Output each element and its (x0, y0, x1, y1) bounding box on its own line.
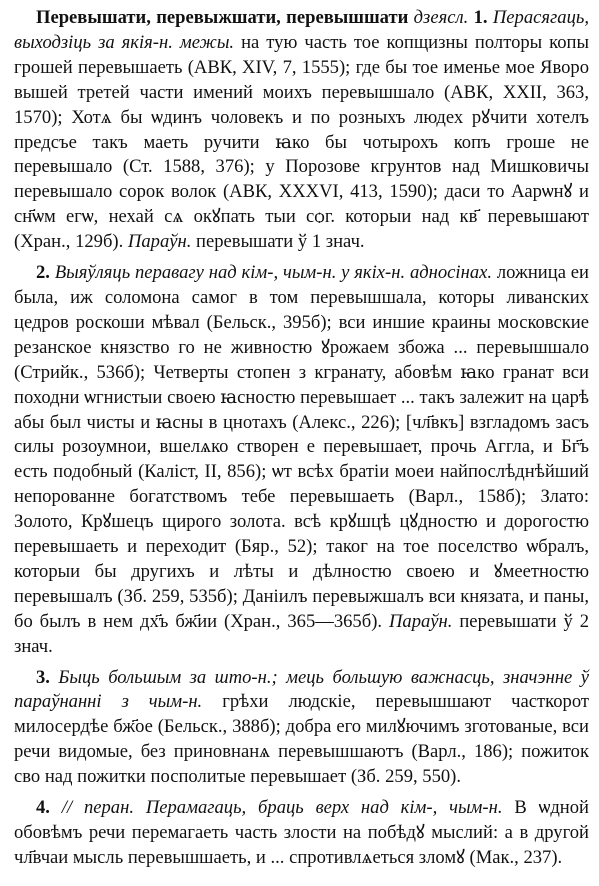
entry-sense-3 (14, 666, 589, 791)
sense-definition: Быць большым за што-н.; мець большую важнасць, значэнне ў параўнанні з чым-н. (14, 666, 589, 713)
sense-definition: Перасягаць, выходзіць за якія-н. межы. (14, 7, 589, 53)
sense-quotations: В ѡдной обовѣмъ речи перемагаеть часть злости на побѣдꙋ мыслий: а в другой чл҃вчаи мысль перевышшаеть, и ... спротивлѧеться зломꙋ (Мак., 237). (14, 797, 589, 868)
sense-definition: // перан. Перамагаць, браць верх над кім-, чым-н. (61, 797, 503, 819)
sense-quotations: ложница еи была, иж соломона самог в том перевышшала, которы ливанских цедров роскоши мѣвал (Бельск., 395б); вси иншие краины московские резанское князство го не живностю ꙋрожаем збожа ... перевышшало (Стрийк., 536б); Четверты стопен з кгранату, абовѣм ꙗко гранат вси походни ѡгнистыи своею ꙗсностю перевышает ... такъ залежит на царѣ абы был чисты и ꙗсны в цнотахъ (Алекс., 226); [чл҃вкъ] взгладомъ засъ силы розоумнои, вшелѧко створен е перевышает, прочь Аггла, и Бг҃ъ есть подобный (Каліст, II, 856); ѡт всѣх братіи моеи найпослѣднѣйший непорованне богатствомъ тебе перевышаеть (Варл., 158б); Злато: Золото, Крꙋшецъ щирого золота. всѣ крꙋшцѣ цꙋдностю и дорогостю перевышаеть и переходит (Бяр., 52); таког на тое поселство ѡбралъ, которыи бы другихъ и лѣты и дѣлностю своею и ꙋмеетностю перевышалъ (Зб. 259, 535б); Даніилъ перевыжшалъ вси князата, и паны, бо былъ в нем дх҃ъ бж҃ии (Хран., 365—365б). (14, 262, 590, 632)
sense-number: 3. (36, 666, 50, 688)
sense-number: 2. (36, 262, 50, 284)
entry-sense-2 (14, 261, 589, 660)
synonym-label: Параўн. (127, 231, 192, 253)
entry-sense-4 (14, 796, 589, 871)
sense-number: 4. (36, 797, 50, 819)
synonym-label: Параўн. (388, 610, 453, 632)
grammar-label: дзеясл. (413, 7, 469, 28)
sense-quotations: на тую часть тое копщизны полторы копы грошей перевышаеть (АВК, XIV, 7, 1555); где бы тое именье мое Яворо вышей третей части имений моихъ перевышшало (АВК, XXII, 363, 1570); Хотѧ бы ѡдинъ чоловекъ и по розныхъ людех рꙋчити хотелъ предсъе такъ маеть ручити ꙗко бы чотырохъ копъ гроше не перевышало (Ст. 1588, 376); у Порозове кгрунтов над Мишковичы перевышало сорок волок (АВК, XXXVI, 413, 1590); даси то Аарѡнꙋ и сн҃ѡм егѡ, нехай сѧ окꙋпать тыи сѻг. которыи над кв҃ перевышают (Хран., 129б). (14, 31, 589, 253)
entry-sense-1 (14, 6, 589, 255)
sense-definition: Выяўляць перавагу над кім-, чым-н. у якіх-н. адносінах. (54, 262, 493, 284)
sense-number: 1. (473, 7, 488, 28)
synonym-reference: перевышати ў 2 знач. (14, 610, 589, 657)
sense-quotations: грѣхи людскіе, перевышшают часткорот милосердѣе бж҃ое (Бельск., 388б); добра его милꙋючимъ зготованые, вси речи видомые, без приновнанѧ перевышшаютъ (Варл., 186); пожиток сво над пожитки посполитые перевышает (Зб. 259, 550). (14, 691, 589, 788)
synonym-reference: перевышати ў 1 знач. (196, 231, 365, 253)
headword: Перевышати, перевыжшати, перевышшати (36, 7, 409, 28)
